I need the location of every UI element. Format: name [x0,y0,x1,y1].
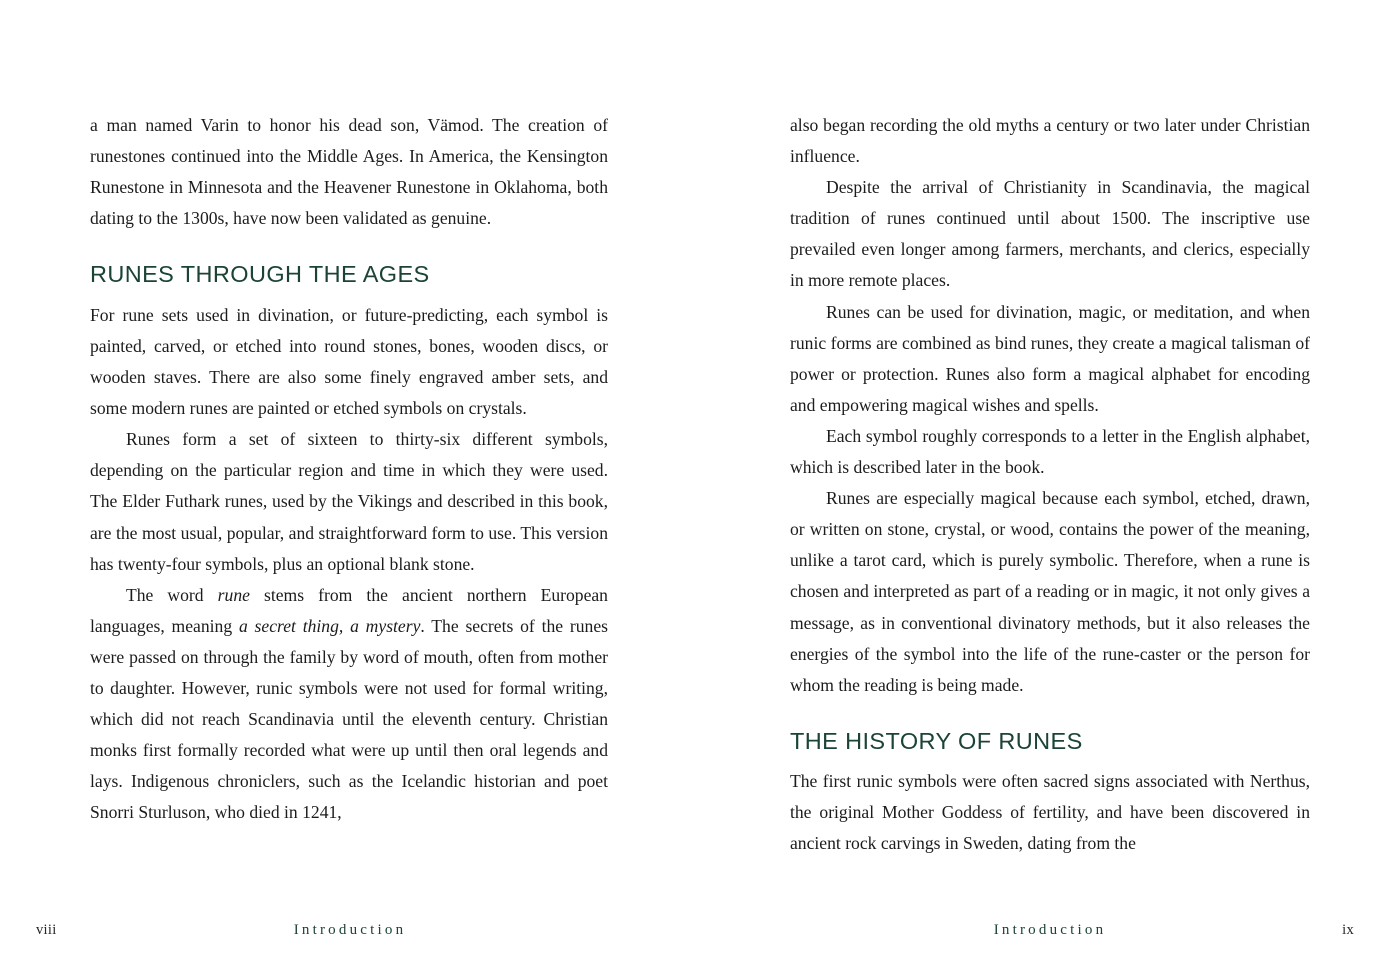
paragraph-with-italics [90,580,608,829]
section-heading-runes-through-the-ages: RUNES THROUGH THE AGES [90,261,430,288]
paragraph: Runes are especially magical because each symbol, etched, drawn, or written on stone, crystal, or wood, contains the power of the meaning, unlike a tarot card, which is purely symbolic. Therefore, when a rune is chosen and interpreted as part of a reading or in magic, it not only gives a message, as in conventional divinatory methods, but it also releases the energies of the symbol into the life of the rune-caster or the person for whom the reading is being made. [790,488,1310,695]
page-number-recto: ix [1342,922,1354,938]
paragraph: The first runic symbols were often sacred signs associated with Nerthus, the original Mother Goddess of fertility, and have been discovered in ancient rock carvings in Sweden, dating from the [790,771,1310,854]
italic-term-rune: rune [217,584,250,605]
text-run: . The secrets of the runes were passed on through the family by word of mouth, often from mother to daughter. However, runic symbols were not used for formal writing, which did not reach Scandinavia until the eleventh century. Christian monks first formally recorded what were up until then oral legends and lays. Indigenous chroniclers, such as the Icelandic historian and poet Snorri Sturluson, who died in 1241, [90,615,608,823]
verso-footer [0,900,700,980]
page-number-verso: viii [36,922,57,938]
running-head-recto: Introduction [993,922,1107,938]
paragraph-continued: also began recording the old myths a century or two later under Christian influence. [790,115,1310,167]
running-head-verso: Introduction [293,922,407,938]
recto-footer [700,900,1400,980]
section-heading-block [90,263,608,287]
section-heading-the-history-of-runes: THE HISTORY OF RUNES [790,727,1083,754]
italic-phrase-secret-thing: a secret thing, a mystery [238,615,421,636]
paragraph: Runes form a set of sixteen to thirty-six different symbols, depending on the particular region and time in which they were used. The Elder Futhark runes, used by the Vikings and described in this book, are the most usual, popular, and straightforward form to use. This version has twenty-four symbols, plus an optional blank stone. [90,429,608,574]
section-heading-block [790,727,1310,754]
text-run: stems from the ancient northern European languages, meaning [90,584,608,636]
paragraph: Despite the arrival of Christianity in Scandinavia, the magical tradition of runes continued until about 1500. The inscriptive use prevailed even longer among farmers, merchants, and clerics, especially in more remote places. [790,177,1310,291]
recto-page [700,0,1400,900]
page-footer [0,900,1400,980]
paragraph-continued: a man named Varin to honor his dead son, Vämod. The creation of runestones continued into the Middle Ages. In America, the Kensington Runestone in Minnesota and the Heavener Runestone in Oklahoma, both dating to the 1300s, have now been validated as genuine. [90,115,608,229]
paragraph: Each symbol roughly corresponds to a letter in the English alphabet, which is described later in the book. [790,425,1310,478]
paragraph: Runes can be used for divination, magic, or meditation, and when runic forms are combined as bind runes, they create a magical talisman of power or protection. Runes also form a magical alphabet for encoding and empowering magical wishes and spells. [790,301,1310,415]
text-run: The word [126,584,218,605]
paragraph: For rune sets used in divination, or future-predicting, each symbol is painted, carved, or etched into round stones, bones, wooden discs, or wooden staves. There are also some finely engraved amber sets, and some modern runes are painted or etched symbols on crystals. [90,304,608,419]
verso-page [0,0,700,900]
